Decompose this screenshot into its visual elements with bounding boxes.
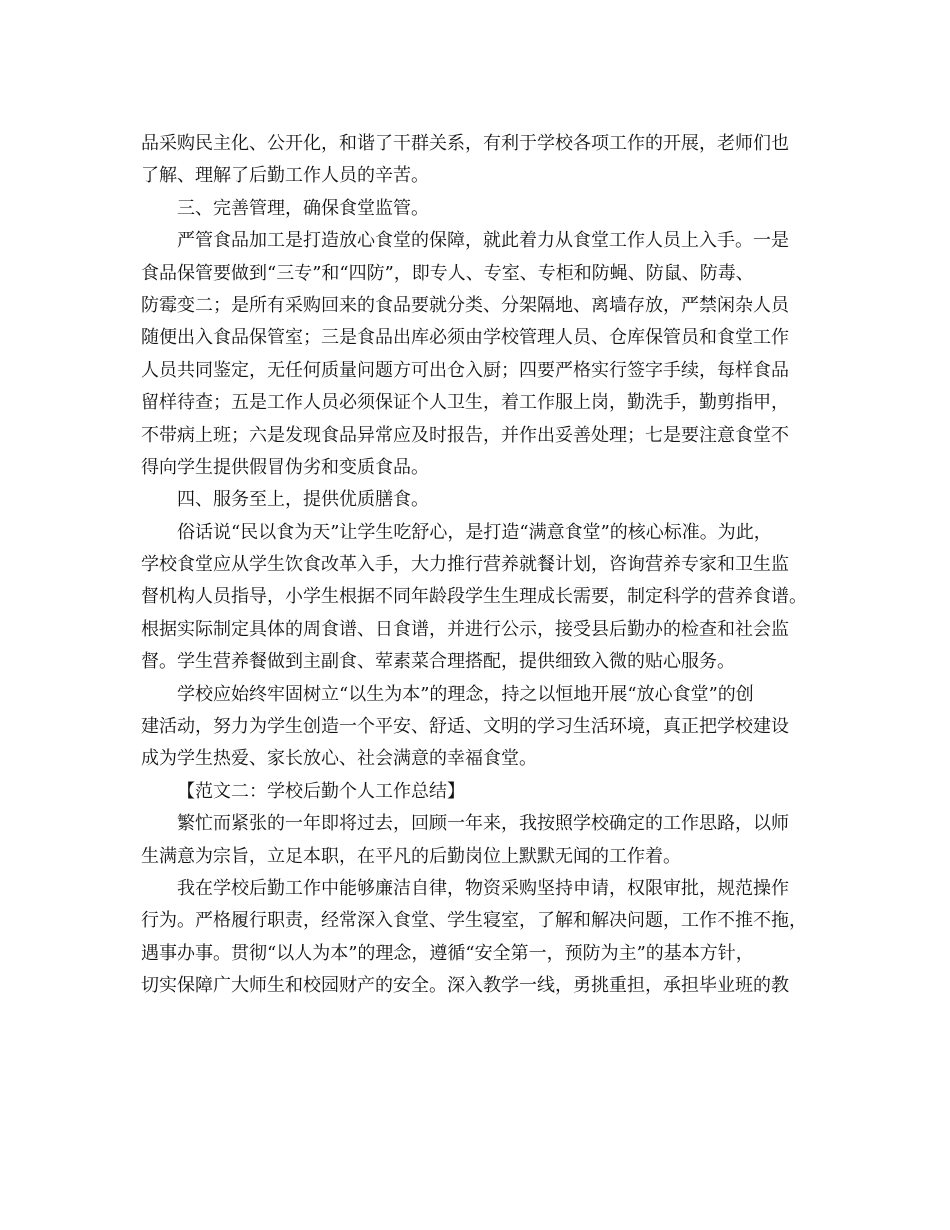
- text-line: 学校食堂应从学生饮食改革入手，大力推行营养就餐计划，咨询营养专家和卫生监: [141, 554, 789, 576]
- text-line: 建活动，努力为学生创造一个平安、舒适、文明的学习生活环境，真正把学校建设: [141, 716, 789, 738]
- body-text: [141, 128, 821, 1003]
- text-line: 人员共同鉴定，无任何质量问题方可出仓入厨；四要严格实行签字手续，每样食品: [141, 359, 789, 381]
- text-line: 督机构人员指导，小学生根据不同年龄段学生生理成长需要，制定科学的营养食谱。: [141, 586, 807, 608]
- text-line: 根据实际制定具体的周食谱、日食谱，并进行公示，接受县后勤办的检查和社会监: [141, 618, 789, 640]
- text-line: 四、服务至上，提供优质膳食。: [177, 489, 429, 511]
- text-line: 得向学生提供假冒伪劣和变质食品。: [141, 456, 429, 478]
- text-line: 俗话说“民以食为天”让学生吃舒心，是打造“满意食堂”的核心标准。为此，: [177, 521, 772, 543]
- text-line: 防霉变二；是所有采购回来的食品要就分类、分架隔地、离墙存放，严禁闲杂人员: [141, 294, 789, 316]
- text-line: 遇事办事。贯彻“以人为本”的理念，遵循“安全第一，预防为主”的基本方针，: [141, 942, 754, 964]
- text-line: 行为。严格履行职责，经常深入食堂、学生寝室，了解和解决问题，工作不推不拖，: [141, 910, 807, 932]
- text-line: 督。学生营养餐做到主副食、荤素菜合理搭配，提供细致入微的贴心服务。: [141, 651, 735, 673]
- text-line: 我在学校后勤工作中能够廉洁自律，物资采购坚持申请，权限审批，规范操作: [177, 877, 789, 899]
- text-line: 不带病上班；六是发现食品异常应及时报告，并作出妥善处理；七是要注意食堂不: [141, 424, 789, 446]
- text-line: 三、完善管理，确保食堂监管。: [177, 197, 429, 219]
- text-line: 了解、理解了后勤工作人员的辛苦。: [141, 165, 429, 187]
- text-line: 学校应始终牢固树立“以生为本”的理念，持之以恒地开展“放心食堂”的创: [177, 683, 754, 705]
- text-line: 严管食品加工是打造放心食堂的保障，就此着力从食堂工作人员上入手。一是: [177, 230, 789, 252]
- text-line: 生满意为宗旨，立足本职，在平凡的后勤岗位上默默无闻的工作着。: [141, 845, 681, 867]
- text-line: 食品保管要做到“三专”和“四防”，即专人、专室、专柜和防蝇、防鼠、防毒、: [141, 262, 754, 284]
- text-line: 切实保障广大师生和校园财产的安全。深入教学一线，勇挑重担，承担毕业班的教: [141, 975, 789, 997]
- text-line: 【范文二：学校后勤个人工作总结】: [177, 780, 465, 802]
- text-line: 品采购民主化、公开化，和谐了干群关系，有利于学校各项工作的开展，老师们也: [141, 133, 789, 154]
- text-line: 留样待查；五是工作人员必须保证个人卫生，着工作服上岗，勤洗手，勤剪指甲，: [141, 392, 789, 414]
- text-line: 繁忙而紧张的一年即将过去，回顾一年来，我按照学校确定的工作思路，以师: [177, 813, 789, 835]
- text-line: 成为学生热爱、家长放心、社会满意的幸福食堂。: [141, 748, 537, 770]
- text-line: 随便出入食品保管室；三是食品出库必须由学校管理人员、仓库保管员和食堂工作: [141, 327, 789, 349]
